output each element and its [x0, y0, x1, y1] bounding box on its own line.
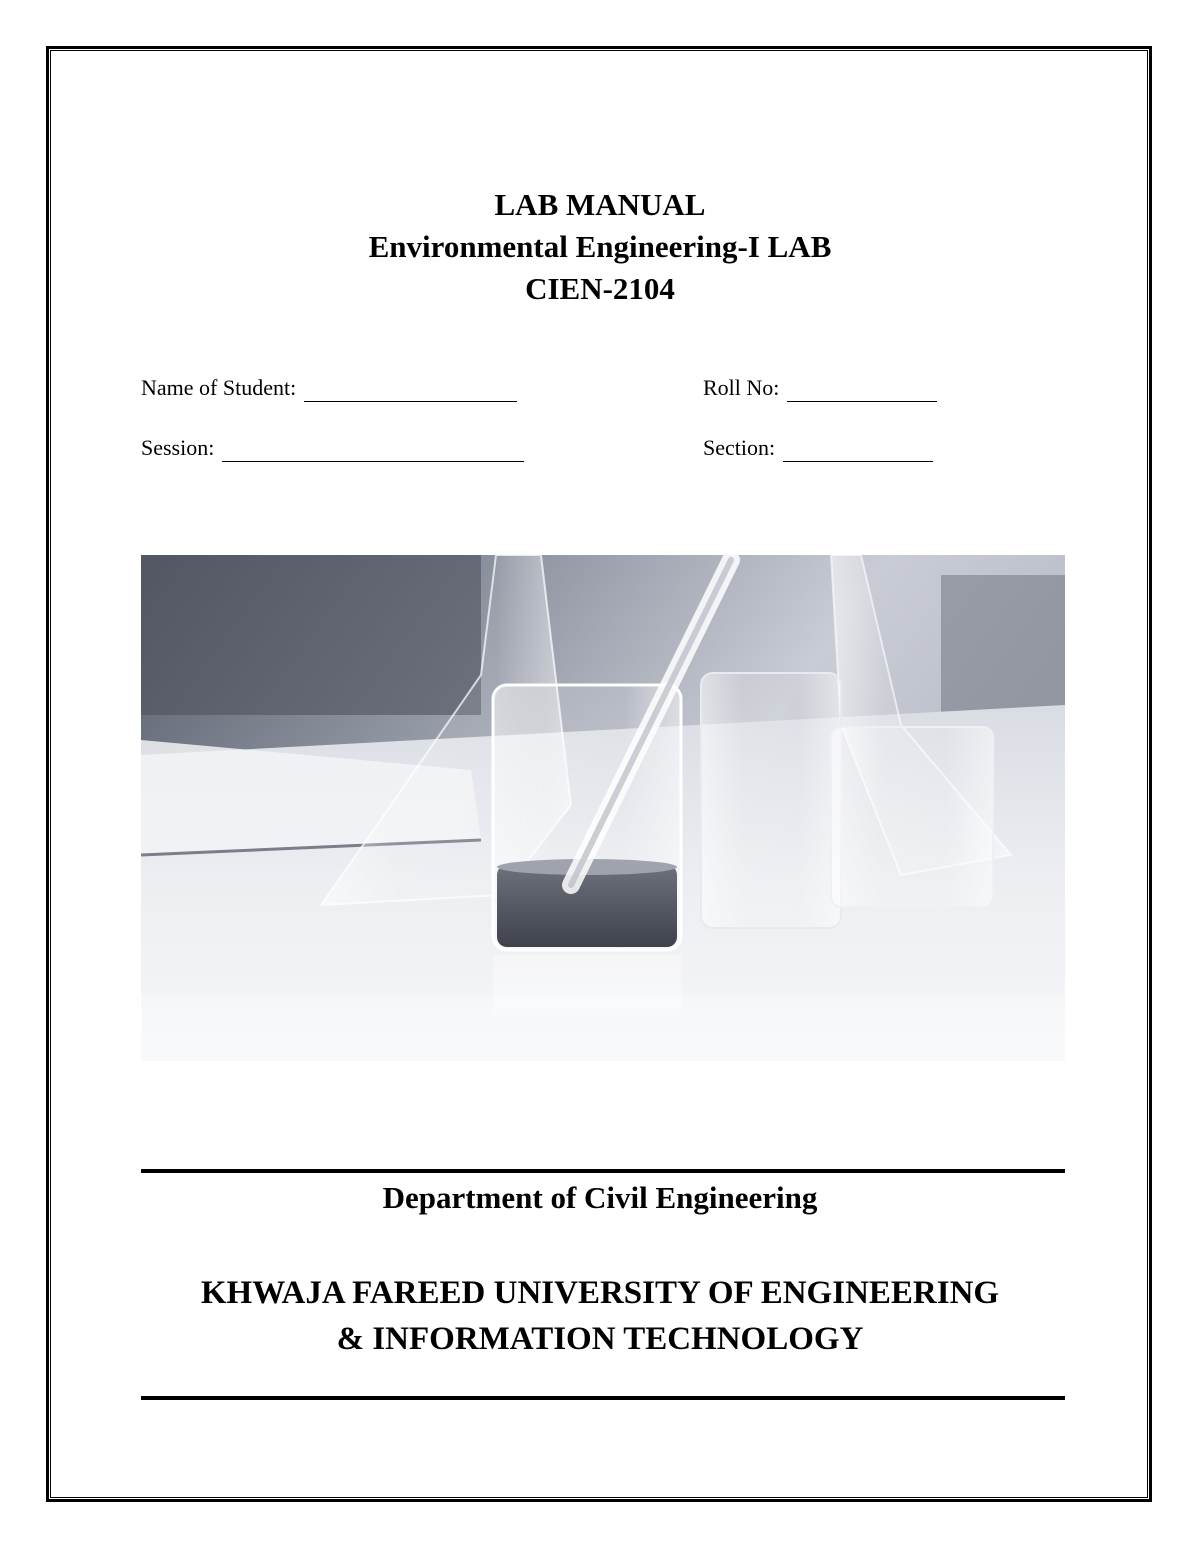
roll-no-label: Roll No:: [703, 375, 780, 400]
department-name: Department of Civil Engineering: [382, 1180, 818, 1215]
university-line-1: KHWAJA FAREED UNIVERSITY OF ENGINEERING: [200, 1275, 1000, 1311]
student-name-field: [141, 374, 517, 402]
university-line-2: & INFORMATION TECHNOLOGY: [336, 1321, 864, 1357]
section-label: Section:: [703, 435, 776, 460]
session-blank: [222, 439, 524, 462]
student-name-label: Name of Student:: [141, 375, 297, 400]
section-field: [703, 434, 933, 462]
course-code: CIEN-2104: [525, 271, 675, 306]
student-name-blank: [304, 379, 517, 402]
course-name: Environmental Engineering-I LAB: [368, 229, 832, 264]
bottom-divider: [141, 1396, 1065, 1400]
section-blank: [783, 439, 933, 462]
lab-glassware-photo: [141, 555, 1065, 1061]
cover-title-block: [0, 184, 1200, 310]
roll-no-field: [703, 374, 937, 402]
top-divider: [141, 1169, 1065, 1173]
session-label: Session:: [141, 435, 215, 460]
roll-no-blank: [787, 379, 937, 402]
manual-title: LAB MANUAL: [494, 187, 706, 222]
session-field: [141, 434, 524, 462]
university-name: [0, 1270, 1200, 1362]
